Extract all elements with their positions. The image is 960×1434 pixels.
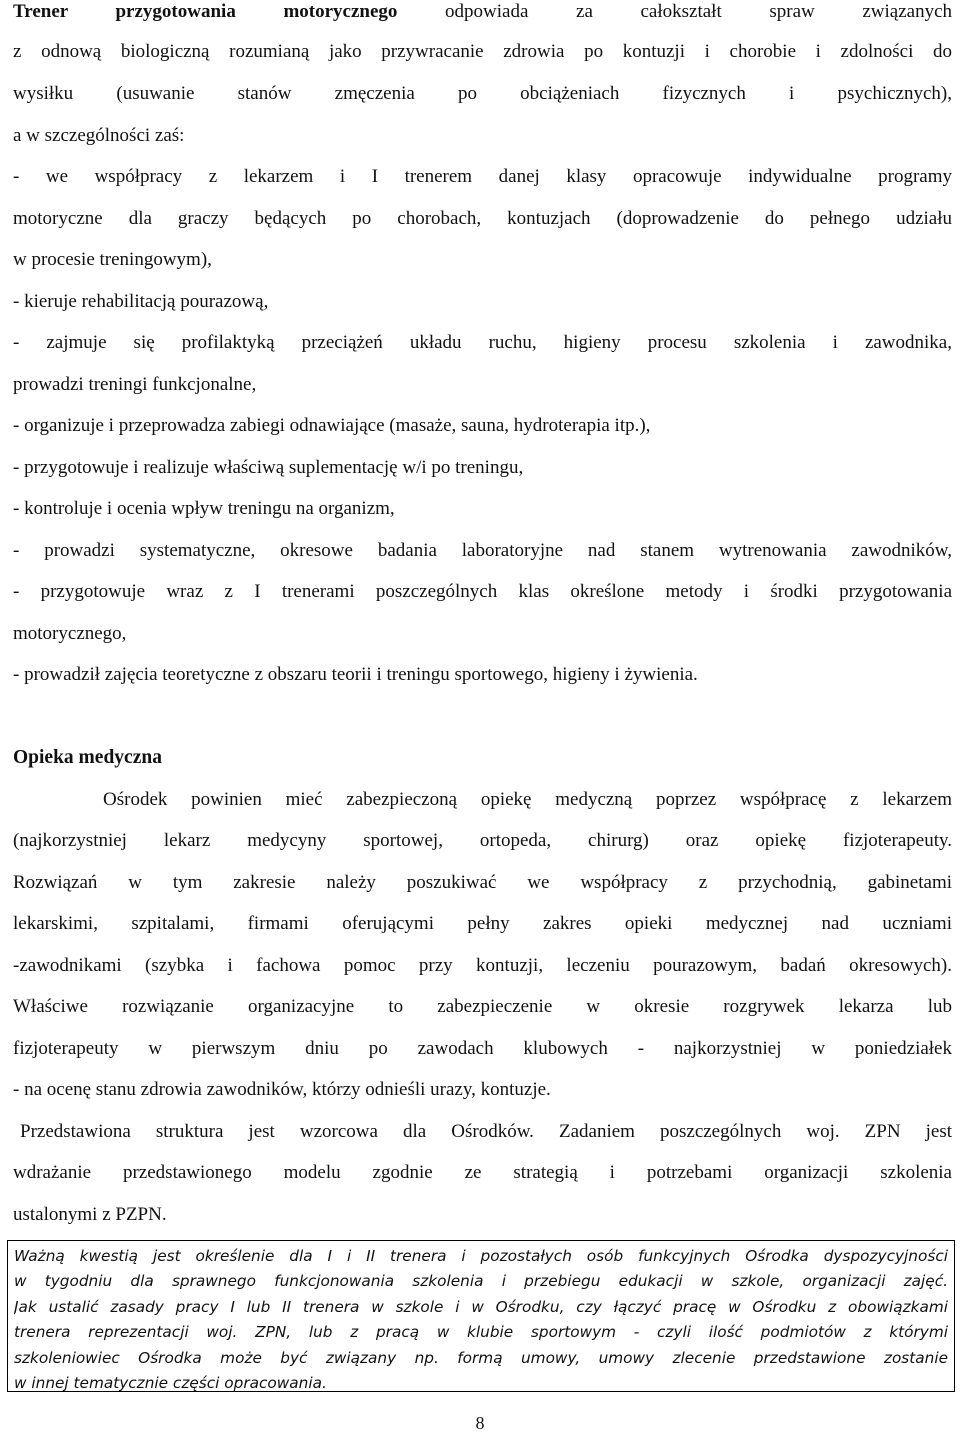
section2-line: Przedstawiona struktura jest wzorcowa dla Ośrodków. Zadaniem poszczególnych woj. ZPN jest [20, 1121, 952, 1142]
section2-line: -zawodnikami (szybka i fachowa pomoc przy kontuzji, leczeniu pourazowym, badań okresowych). [13, 955, 952, 976]
section1-title: Trener przygotowania motorycznego [13, 1, 398, 22]
section1-line: - we współpracy z lekarzem i I trenerem danej klasy opracowuje indywidualne programy [13, 166, 952, 187]
section2-line: ustalonymi z PZPN. [13, 1204, 167, 1225]
section1-line: z odnową biologiczną rozumianą jako przywracanie zdrowia po kontuzji i chorobie i zdolności do [13, 41, 952, 62]
section1-line: - prowadził zajęcia teoretyczne z obszaru teorii i treningu sportowego, higieny i żywienia. [13, 664, 698, 685]
note-line: Jak ustalić zasady pracy I lub II trenera w szkole i w Ośrodku, czy łączyć pracę w Ośrodku z obowiązkami [14, 1297, 948, 1316]
section1-line: wysiłku (usuwanie stanów zmęczenia po obciążeniach fizycznych i psychicznych), [13, 83, 952, 104]
section2-heading: Opieka medyczna [13, 747, 162, 768]
section2-line: wdrażanie przedstawionego modelu zgodnie ze strategią i potrzebami organizacji szkolenia [13, 1162, 952, 1183]
note-line: w tygodniu dla sprawnego funkcjonowania szkolenia i przebiegu edukacji w szkole, organizacji zajęć. [14, 1272, 948, 1291]
page-number: 8 [475, 1413, 485, 1433]
section1-line: - przygotowuje wraz z I trenerami poszczególnych klas określone metody i środki przygotowania [13, 581, 952, 602]
section2-line: fizjoterapeuty w pierwszym dniu po zawodach klubowych - najkorzystniej w poniedziałek [13, 1038, 952, 1059]
section1-line: motoryczne dla graczy będących po chorobach, kontuzjach (doprowadzenie do pełnego udziału [13, 208, 952, 229]
note-line: szkoleniowiec Ośrodka może być związany np. formą umowy, umowy zlecenie przedstawione zostanie [14, 1348, 948, 1367]
section2-line: (najkorzystniej lekarz medycyny sportowej, ortopeda, chirurg) oraz opiekę fizjoterapeuty. [13, 830, 952, 851]
note-line: trenera reprezentacji woj. ZPN, lub z pracą w klubie sportowym - czyli ilość podmiotów z którymi [14, 1323, 948, 1342]
section1-line: prowadzi treningi funkcjonalne, [13, 374, 257, 395]
section1-line: - zajmuje się profilaktyką przeciążeń układu ruchu, higieny procesu szkolenia i zawodnika, [13, 332, 952, 353]
section1-line: w procesie treningowym), [13, 249, 212, 270]
section1-line: - kontroluje i ocenia wpływ treningu na organizm, [13, 498, 395, 519]
section2-line: lekarskimi, szpitalami, firmami oferującymi pełny zakres opieki medycznej nad uczniami [13, 913, 952, 934]
section1-intro: odpowiada za całokształt spraw związanych [445, 1, 952, 22]
note-line: Ważną kwestią jest określenie dla I i II trenera i pozostałych osób funkcyjnych Ośrodka dyspozycyjności [14, 1247, 948, 1265]
section1-line: motorycznego, [13, 623, 127, 644]
section1-line: - przygotowuje i realizuje właściwą suplementację w/i po treningu, [13, 457, 524, 478]
section1-line: a w szczególności zaś: [13, 125, 185, 146]
section1-line: - prowadzi systematyczne, okresowe badania laboratoryjne nad stanem wytrenowania zawodników, [13, 540, 952, 561]
note-line: w innej tematycznie części opracowania. [14, 1373, 327, 1392]
section2-line: - na ocenę stanu zdrowia zawodników, którzy odnieśli urazy, kontuzje. [13, 1079, 551, 1100]
section1-line: - kieruje rehabilitacją pourazową, [13, 291, 269, 312]
section1-line-0 [13, 0, 952, 24]
section2-line: Rozwiązań w tym zakresie należy poszukiwać we współpracy z przychodnią, gabinetami [13, 872, 952, 893]
note-box [7, 1240, 955, 1392]
section2-line: Właściwe rozwiązanie organizacyjne to zabezpieczenie w okresie rozgrywek lekarza lub [13, 996, 952, 1017]
section1-line: - organizuje i przeprowadza zabiegi odnawiające (masaże, sauna, hydroterapia itp.), [13, 415, 651, 436]
section2-line: Ośrodek powinien mieć zabezpieczoną opiekę medyczną poprzez współpracę z lekarzem [103, 789, 952, 810]
